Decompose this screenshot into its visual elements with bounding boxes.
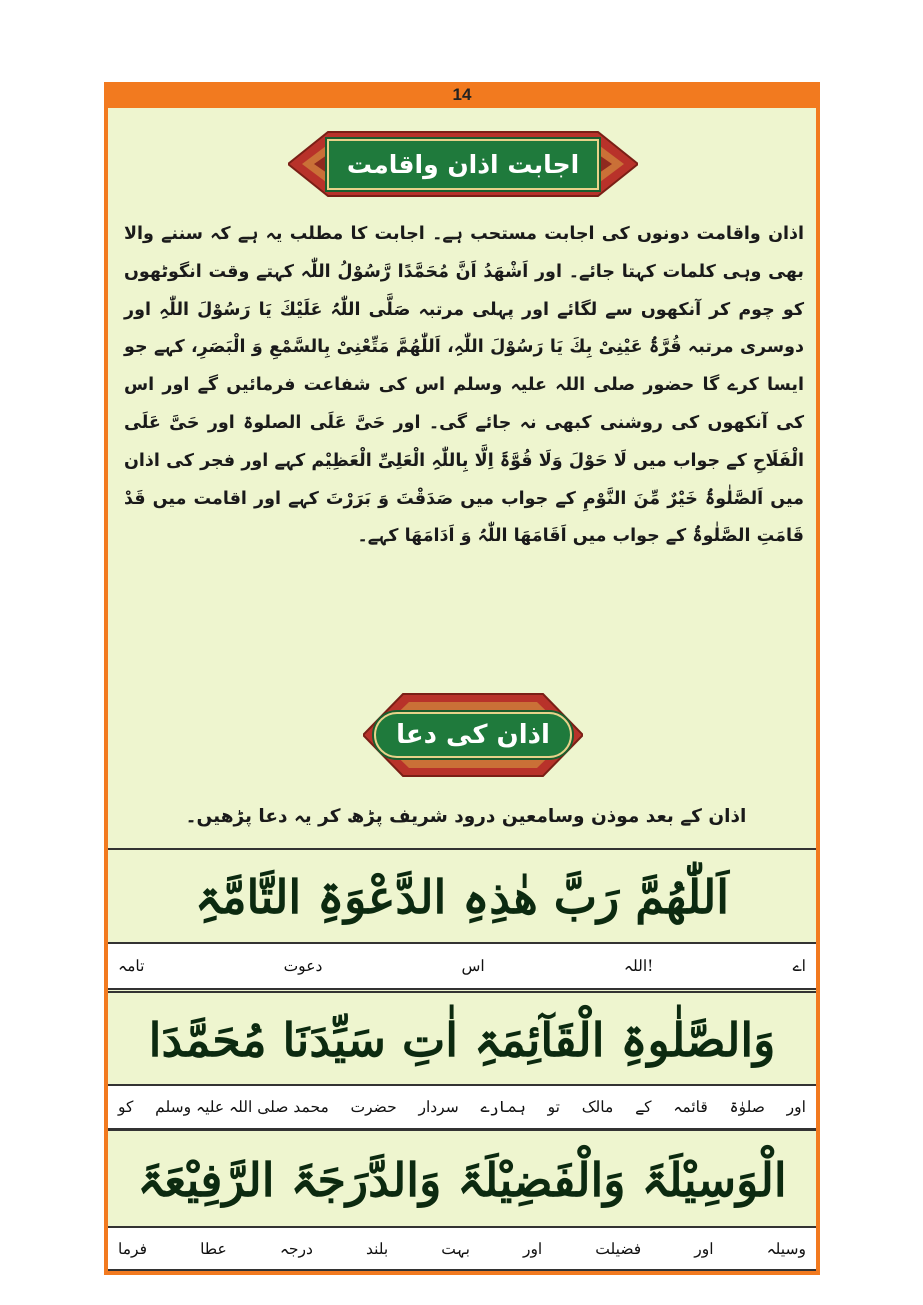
translation-word: فرما	[118, 1239, 147, 1258]
translation-word: کے	[635, 1098, 652, 1116]
translation-word: محمد صلی اللہ علیہ وسلم	[155, 1098, 329, 1116]
translation-word: اس	[461, 957, 485, 975]
translation-word: بہت	[441, 1239, 470, 1258]
translation-word: بلند	[365, 1239, 389, 1258]
translation-word: اللہ!	[623, 957, 654, 975]
translation-word: کو	[118, 1098, 134, 1116]
arabic-line-3: الْوَسِیْلَۃَ وَالْفَضِیْلَۃَ وَالدَّرَجَۃَ الرَّفِیْعَۃَ	[108, 1129, 816, 1229]
section-heading: اجابت اذان واقامت	[327, 139, 599, 190]
translation-word: اور	[694, 1239, 714, 1258]
translation-word: سردار	[418, 1098, 459, 1116]
dua-instruction: اذان کے بعد موذن وسامعین درود شریف پڑھ کر یہ دعا پڑھیں۔	[185, 806, 747, 827]
book-page	[104, 82, 820, 1275]
translation-line-1	[108, 942, 816, 990]
translation-word: حضرت	[350, 1098, 397, 1116]
arabic-line-1: اَللّٰھُمَّ رَبَّ ھٰذِہِ الدَّعْوَۃِ التَّامَّۃِ	[108, 848, 816, 944]
translation-word: ہمارے	[480, 1098, 526, 1116]
page-header-bar	[108, 86, 816, 108]
translation-word: درجہ	[279, 1239, 313, 1258]
arabic-line-2: وَالصَّلٰوۃِ الْقَآئِمَۃِ اٰتِ سَیِّدَنَا مُحَمَّدَا	[108, 991, 816, 1087]
translation-word: دعوت	[283, 957, 323, 975]
translation-word: اور	[522, 1239, 543, 1258]
translation-line-3	[108, 1226, 816, 1271]
body-paragraph: اذان واقامت دونوں کی اجابت مستحب ہے۔ اجابت کا مطلب یہ ہے کہ سننے والا بھی وہی کلمات کہتا جائے۔ اور اَشْھَدُ اَنَّ مُحَمَّدًا رَّسُوْلُ اللّٰہ کہتے وقت انگوٹھوں کو چوم کر آنکھوں سے لگائے اور پہلی مرتبہ صَلَّی اللّٰہُ عَلَیْكَ یَا رَسُوْلَ اللّٰہِ اور دوسری مرتبہ قُرَّۃُ عَیْنِیْ بِكَ یَا رَسُوْلَ اللّٰہِ، اَللّٰھُمَّ مَتِّعْنِیْ بِالسَّمْعِ وَ الْبَصَرِ، کہے جو ایسا کرے گا حضور صلی اللہ علیہ وسلم اس کی شفاعت فرمائیں گے اور اس کی آنکھوں کی روشنی کبھی نہ جائے گی۔ اور حَیَّ عَلَی الصلوۃ اور حَیَّ عَلَی الْفَلَاحِ کے جواب میں لَا حَوْلَ وَلَا قُوَّۃَ اِلَّا بِاللّٰہِ الْعَلِیِّ الْعَظِیْم کہے اور فجر کی اذان میں اَلصَّلٰوۃُ خَیْرٌ مِّنَ النَّوْمِ کے جواب میں صَدَقْتَ وَ بَرَرْتَ کہے اور اقامت میں قَدْ قَامَتِ الصَّلٰوۃُ کے جواب میں اَقَامَھَا اللّٰہُ وَ اَدَامَھَا کہے۔	[124, 224, 804, 547]
translation-word: اور	[786, 1098, 806, 1116]
section-heading-banner	[288, 126, 638, 202]
translation-word: وسیلہ	[766, 1239, 806, 1258]
translation-word: اے	[792, 957, 806, 975]
translation-line-2	[108, 1084, 816, 1130]
dua-heading: اذان کی دعا	[374, 712, 572, 758]
translation-word: صلوٰۃ	[729, 1098, 765, 1116]
translation-word: عطا	[200, 1239, 227, 1258]
translation-word: تو	[547, 1098, 560, 1116]
translation-word: فضیلت	[595, 1239, 642, 1258]
translation-word: مالک	[581, 1098, 614, 1116]
translation-word: تامہ	[118, 957, 145, 975]
dua-heading-banner	[363, 690, 583, 780]
page-number: 14	[452, 85, 472, 104]
translation-word: قائمہ	[673, 1098, 708, 1116]
